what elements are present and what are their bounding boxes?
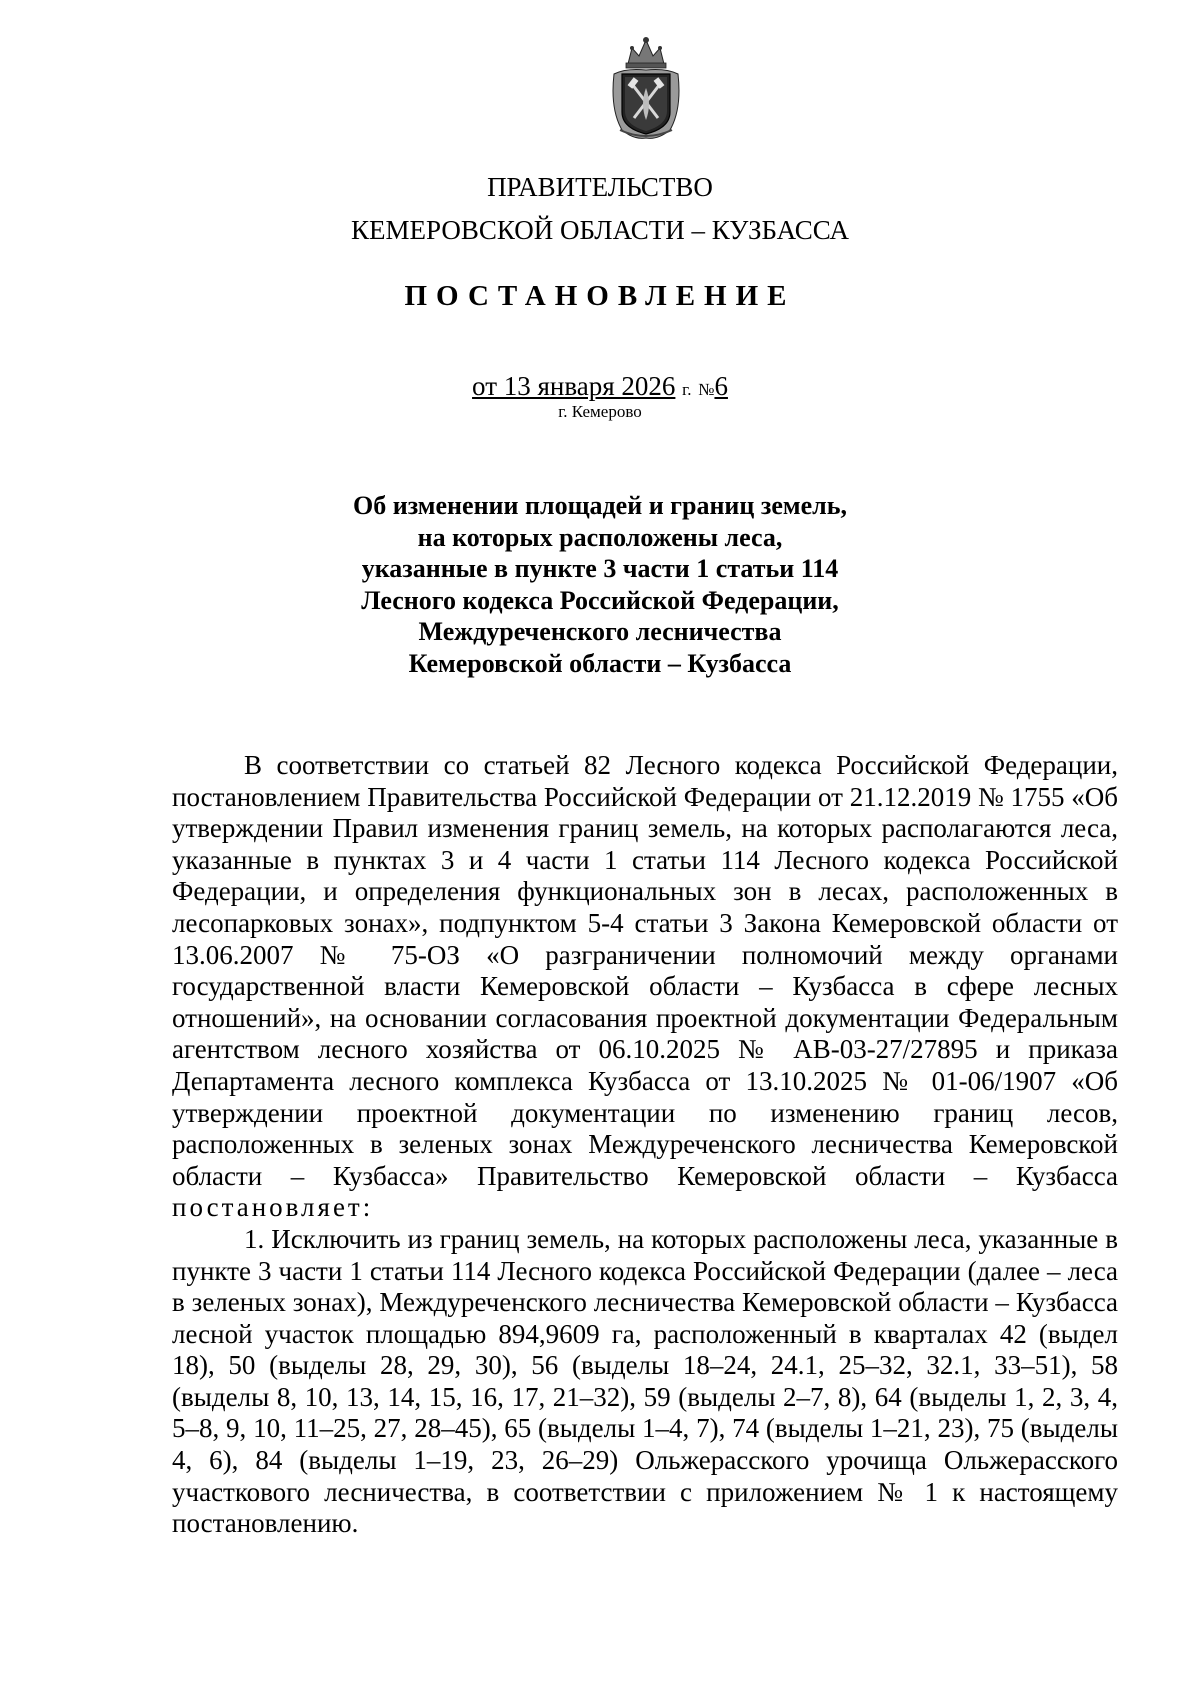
document-number: 6 [714, 371, 728, 401]
kemerovo-oblast-coat-of-arms-icon [606, 34, 686, 142]
document-date-number [0, 370, 1200, 406]
document-body [172, 750, 1118, 1540]
resolves-colon: : [362, 1192, 371, 1223]
preamble-text: В соответствии со статьей 82 Лесного кодекса Российской Федерации, постановлением Правительства Российской Федерации от 21.12.2019 № 1755 «Об утверждении Правил изменения границ земель, на которых располагаются леса, указанные в пунктах 3 и 4 части 1 статьи 114 Лесного кодекса Российской Федерации, и определения функциональных зон в лесах, расположенных в лесопарковых зонах», подпунктом 5-4 статьи 3 Закона Кемеровской области от 13.06.2007 № 75-ОЗ «О разграничении полномочий между органами государственной власти Кемеровской области – Кузбасса в сфере лесных отношений», на основании согласования проектной документации Федеральным агентством лесного хозяйства от 06.10.2025 № АВ-03-27/27895 и приказа Департамента лесного комплекса Кузбасса от 13.10.2025 № 01-06/1907 «Об утверждении проектной документации по изменению границ лесов, расположенных в зеленых зонах Междуреченского лесничества Кемеровской области – Кузбасса» Правительство Кемеровской области – Кузбасса [172, 750, 1118, 1191]
clause-1-number: 1. [244, 1223, 265, 1254]
heading-line: указанные в пункте 3 части 1 статьи 114 [361, 554, 839, 583]
heading-line: Кемеровской области – Кузбасса [408, 648, 792, 678]
number-sign: № [698, 380, 715, 399]
heading-line: Об изменении площадей и границ земель, [353, 491, 847, 520]
heading-line: на которых расположены леса, [417, 522, 783, 552]
preamble-paragraph [172, 750, 1118, 1224]
clause-1-paragraph [172, 1224, 1118, 1540]
document-type-title: ПОСТАНОВЛЕНИЕ [404, 280, 796, 312]
government-name-line1: ПРАВИТЕЛЬСТВО [487, 172, 713, 202]
heading-line: Лесного кодекса Российской Федерации, [361, 585, 839, 615]
document-city: г. Кемерово [558, 402, 642, 421]
year-suffix: г. [682, 380, 692, 399]
document-heading [0, 490, 1200, 679]
heading-line: Междуреченского лесничества [418, 617, 782, 646]
resolves-word: постановляет [172, 1192, 363, 1223]
clause-1-text: Исключить из границ земель, на которых расположены леса, указанные в пункте 3 части 1 статьи 114 Лесного кодекса Российской Федерации (далее – леса в зеленых зонах), Междуреченского лесничества Кемеровской области – Кузбасса лесной участок площадью 894,9609 га, расположенный в кварталах 42 (выдел 18), 50 (выделы 28, 29, 30), 56 (выделы 18–24, 24.1, 25–32, 32.1, 33–51), 58 (выделы 8, 10, 13, 14, 15, 16, 17, 21–32), 59 (выделы 2–7, 8), 64 (выделы 1, 2, 3, 4, 5–8, 9, 10, 11–25, 27, 28–45), 65 (выделы 1–4, 7), 74 (выделы 1–21, 23), 75 (выделы 4, 6), 84 (выделы 1–19, 23, 26–29) Ольжерасского урочища Ольжерасского участкового лесничества, в соответствии с приложением № 1 к настоящему постановлению. [172, 1223, 1118, 1539]
government-name-line2: КЕМЕРОВСКОЙ ОБЛАСТИ – КУЗБАССА [351, 215, 849, 245]
document-date: от 13 января 2026 [472, 371, 676, 401]
